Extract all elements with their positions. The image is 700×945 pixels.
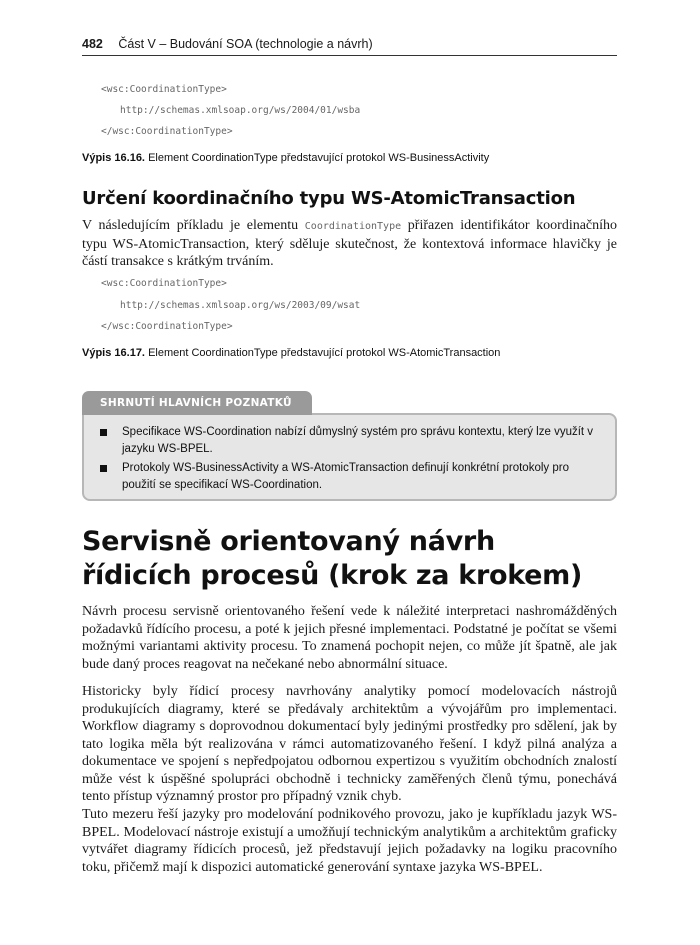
listing-caption (82, 152, 489, 164)
code-close-tag: </wsc:CoordinationType> (101, 126, 233, 137)
listing-caption (82, 347, 500, 359)
summary-title: SHRNUTÍ HLAVNÍCH POZNATKŮ (82, 391, 312, 415)
inline-code: CoordinationType (304, 221, 402, 232)
caption-text: Element CoordinationType představující protokol WS-BusinessActivity (148, 152, 490, 164)
running-header (82, 37, 617, 56)
page-number: 482 (82, 37, 103, 51)
summary-box (82, 413, 617, 501)
summary-item-text: Protokoly WS-BusinessActivity a WS-AtomicTransaction definují konkrétní protokoly pro použití se specifikací WS-Coordination. (122, 462, 569, 491)
para-text-before: V následujícím příkladu je elementu (82, 218, 299, 233)
caption-label: Výpis 16.17. (82, 347, 145, 359)
summary-item-text: Specifikace WS-Coordination nabízí důmyslný systém pro správu kontextu, který lze využít v jazyku WS-BPEL. (122, 426, 594, 455)
code-url: http://schemas.xmlsoap.org/ws/2004/01/wsba (120, 105, 361, 116)
code-open-tag: <wsc:CoordinationType> (101, 278, 227, 289)
para-text-after: přiřazen identifikátor koordinačního typu WS-AtomicTransaction, který sděluje skutečnost, že kontextová informace hlavičky je částí transakce s krátkým trváním. (82, 218, 618, 269)
chapter-title: Část V – Budování SOA (technologie a návrh) (118, 37, 373, 51)
body-paragraph: Historicky byly řídicí procesy navrhovány analytiky pomocí modelovacích nástrojů produkujících diagramy, které se předávaly architektům a vývojářům pro implementaci. Workflow diagramy s doprovodnou dokumentací byly jedinými prostředky pro sdělení, jak by tato logika měla být realizována v rámci automatizovaného řešení. I když pilná analýza a dokumentace ve spojení s nepředpojatou odbornou expertizou s využitím obchodních znalostí může vést k úspěšné spolupráci obchodně i technicky zaměřených členů týmu, ponechává tento přístup významný prostor pro případný vznik chyb. (82, 684, 617, 804)
caption-label: Výpis 16.16. (82, 152, 145, 164)
summary-item (122, 460, 602, 494)
square-bullet-icon (100, 465, 107, 472)
heading-line-1: Servisně orientovaný návrh (82, 526, 495, 557)
code-open-tag: <wsc:CoordinationType> (101, 84, 227, 95)
section-paragraph (82, 217, 617, 271)
chapter-heading (82, 525, 642, 593)
code-url: http://schemas.xmlsoap.org/ws/2003/09/wsat (120, 300, 361, 311)
square-bullet-icon (100, 429, 107, 436)
body-paragraph: Tuto mezeru řeší jazyky pro modelování podnikového provozu, jako je kupříkladu jazyk WS-BPEL. Modelovací nástroje existují a umožňují technickým analytikům a architektům graficky vytvářet diagramy řídicích procesů, jež představují jejich požadavky na logiku pracovního toku, přičemž mají k dispozici automatické generování syntaxe jazyka WS-BPEL. (82, 807, 617, 875)
heading-line-2: řídicích procesů (krok za krokem) (82, 560, 583, 591)
summary-item (122, 424, 602, 458)
code-close-tag: </wsc:CoordinationType> (101, 321, 233, 332)
body-paragraph: Návrh procesu servisně orientovaného řešení vede k náležité interpretaci nashromážděných požadavků řídícího procesu, a poté k jejich přesné implementaci. Podstatné je počítat se všemi možnými variantami aktivity procesu. To znamená pochopit nejen, co může jít špatně, ale jak bude daný proces reagovat na nečekané nebo abnormální situace. (82, 604, 617, 672)
caption-text: Element CoordinationType představující protokol WS-AtomicTransaction (148, 347, 501, 359)
section-heading: Určení koordinačního typu WS-AtomicTransaction (82, 188, 576, 209)
